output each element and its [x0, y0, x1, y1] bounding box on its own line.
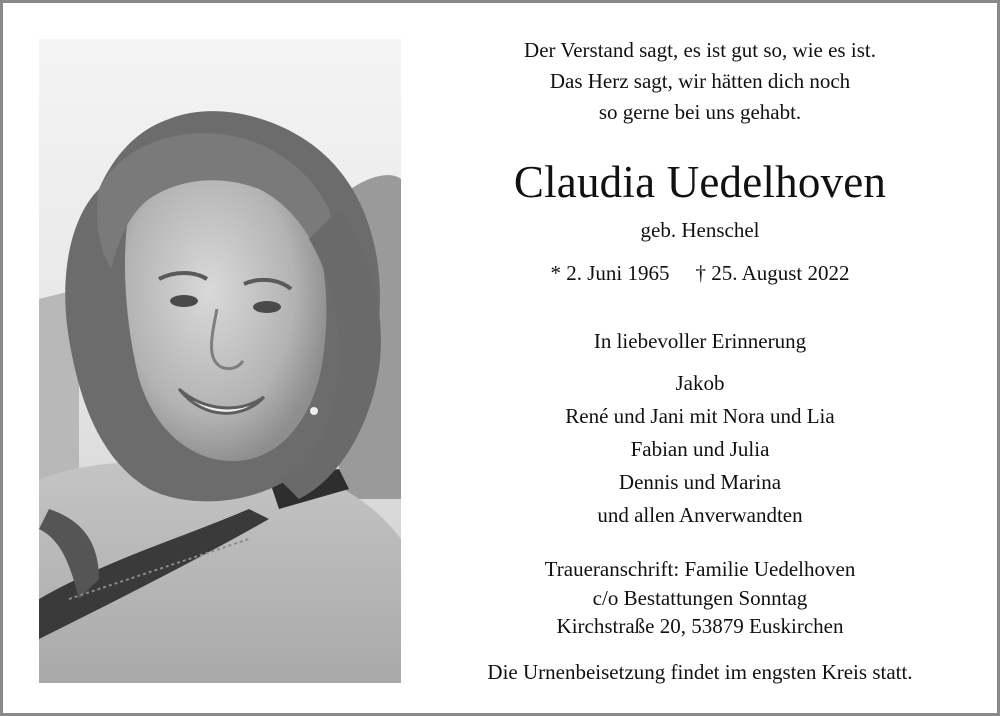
quote-line: so gerne bei uns gehabt.: [598, 100, 802, 124]
memory-line: In liebevoller Erinnerung: [593, 329, 807, 353]
life-dates: [413, 259, 987, 287]
death-date: † 25. August 2022: [695, 261, 850, 285]
address-line: Kirchstraße 20, 53879 Euskirchen: [556, 614, 844, 638]
quote-line: Der Verstand sagt, es ist gut so, wie es ist.: [524, 38, 876, 62]
address-line: Traueranschrift: Familie Uedelhoven: [544, 557, 856, 581]
mourner-line: Fabian und Julia: [630, 437, 770, 461]
burial-note: Die Urnenbeisetzung findet im engsten Kreis statt.: [487, 660, 913, 684]
address-line: c/o Bestattungen Sonntag: [592, 585, 808, 610]
quote-block: [413, 35, 987, 128]
mourner-line: und allen Anverwandten: [597, 503, 803, 527]
mourner-line: René und Jani mit Nora und Lia: [565, 404, 835, 428]
deceased-name: Claudia Uedelhoven: [513, 157, 887, 207]
mourning-address: [413, 555, 987, 641]
mourner-line: Jakob: [675, 371, 725, 395]
portrait-photo-graphic: [39, 39, 401, 683]
mourner-line: Dennis und Marina: [618, 470, 782, 494]
quote-line: Das Herz sagt, wir hätten dich noch: [549, 69, 851, 93]
birth-name: geb. Henschel: [640, 218, 760, 242]
birth-date: * 2. Juni 1965: [550, 261, 670, 285]
mourners-list: [413, 367, 987, 532]
portrait-photo: [39, 39, 401, 683]
